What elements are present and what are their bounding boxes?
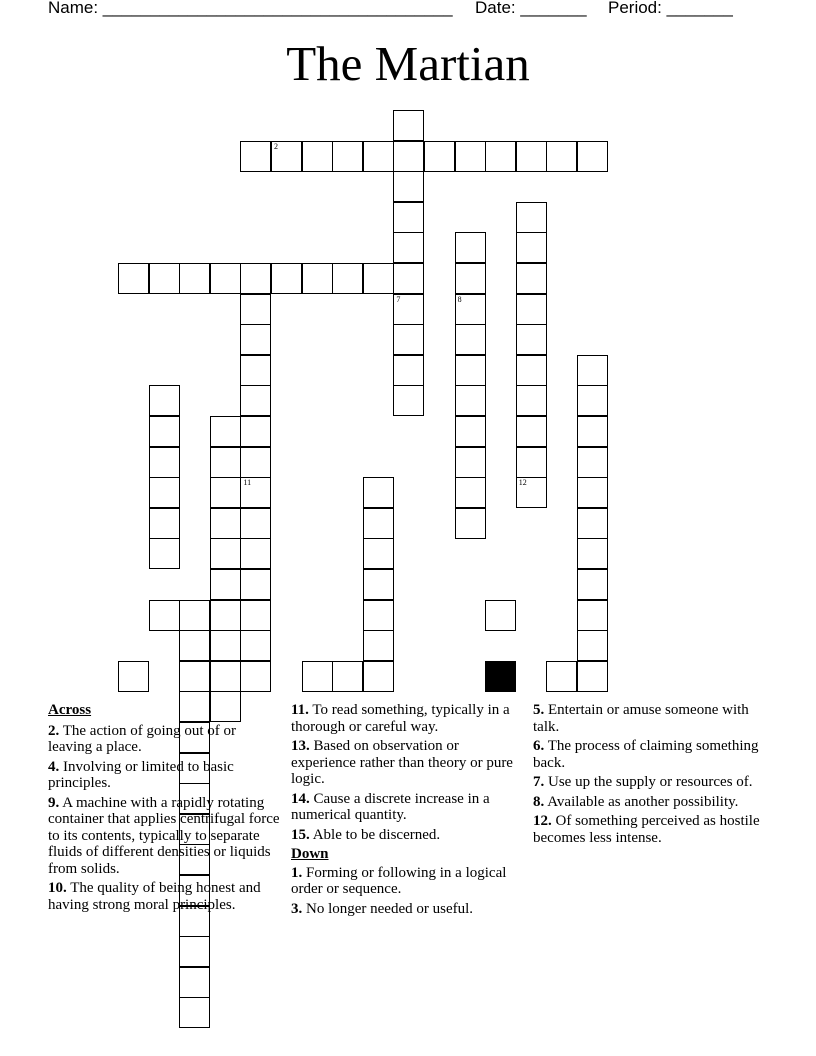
clue-down-6: 6. The process of claiming something back. — [533, 738, 759, 771]
grid-cell[interactable] — [302, 141, 333, 172]
grid-cell[interactable] — [149, 477, 180, 508]
grid-cell[interactable] — [393, 232, 424, 263]
grid-cell[interactable] — [516, 232, 547, 263]
period-field-label: Period: _______ — [608, 0, 733, 17]
grid-cell[interactable] — [424, 141, 455, 172]
grid-cell[interactable] — [516, 294, 547, 325]
down-heading: Down — [291, 846, 329, 862]
grid-cell[interactable] — [363, 508, 394, 539]
name-field-label: Name: _____________________________________ — [48, 0, 453, 17]
grid-cell[interactable] — [577, 538, 608, 569]
grid-cell[interactable] — [240, 416, 271, 447]
grid-cell[interactable] — [240, 355, 271, 386]
grid-cell[interactable] — [149, 416, 180, 447]
grid-cell[interactable] — [516, 385, 547, 416]
grid-cell[interactable] — [302, 661, 333, 692]
grid-cell[interactable] — [240, 385, 271, 416]
clue-across-10: 10. The quality of being honest and having strong moral principles. — [48, 880, 261, 913]
clue-down-12: 12. Of something perceived as hostile becomes less intense. — [533, 813, 760, 846]
grid-cell[interactable] — [393, 263, 424, 294]
clue-number: 2 — [274, 141, 278, 151]
grid-cell[interactable] — [363, 630, 394, 661]
clue-number: 8 — [457, 294, 462, 304]
grid-cell[interactable] — [302, 263, 333, 294]
grid-cell[interactable] — [577, 508, 608, 539]
grid-cell[interactable] — [455, 232, 486, 263]
grid-cell[interactable] — [363, 569, 394, 600]
clue-down-8: 8. Available as another possibility. — [533, 793, 739, 810]
clue-across-9: 9. A machine with a rapidly rotating container that applies centrifugal force to its contents, typically to separate fluids of different densities or liquids from solids. — [48, 794, 280, 877]
grid-cell[interactable] — [179, 936, 210, 967]
page-title: The Martian — [286, 36, 530, 91]
grid-cell[interactable] — [577, 447, 608, 478]
grid-cell[interactable] — [179, 661, 210, 692]
grid-cell[interactable] — [149, 385, 180, 416]
grid-cell[interactable] — [577, 600, 608, 631]
grid-cell[interactable] — [455, 447, 486, 478]
grid-cell[interactable] — [210, 508, 241, 539]
grid-cell[interactable] — [577, 477, 608, 508]
grid-cell[interactable] — [393, 385, 424, 416]
grid-cell[interactable] — [332, 263, 363, 294]
grid-cell[interactable] — [363, 477, 394, 508]
clue-number: 7 — [396, 294, 401, 304]
grid-cell[interactable] — [271, 141, 302, 172]
clue-down-3: 3. No longer needed or useful. — [291, 900, 474, 917]
grid-cell[interactable] — [577, 355, 608, 386]
grid-cell[interactable] — [240, 508, 271, 539]
grid-cell[interactable] — [455, 416, 486, 447]
grid-cell[interactable] — [179, 630, 210, 661]
grid-cell[interactable] — [240, 569, 271, 600]
grid-cell[interactable] — [516, 416, 547, 447]
grid-cell[interactable] — [332, 141, 363, 172]
grid-cell[interactable] — [240, 661, 271, 692]
grid-cell[interactable] — [149, 447, 180, 478]
grid-cell[interactable] — [516, 324, 547, 355]
grid-cell[interactable] — [516, 141, 547, 172]
clue-across-14: 14. Cause a discrete increase in a numerical quantity. — [291, 790, 490, 823]
clue-column-3 — [533, 702, 763, 849]
grid-cell[interactable] — [240, 477, 271, 508]
grid-cell[interactable] — [240, 538, 271, 569]
grid-cell[interactable] — [516, 355, 547, 386]
grid-cell[interactable] — [455, 477, 486, 508]
across-heading: Across — [48, 702, 92, 718]
grid-cell[interactable] — [546, 661, 577, 692]
grid-cell[interactable] — [516, 202, 547, 233]
grid-cell[interactable] — [179, 997, 210, 1028]
grid-cell[interactable] — [393, 141, 424, 172]
grid-cell[interactable] — [210, 569, 241, 600]
grid-cell[interactable] — [516, 263, 547, 294]
grid-cell[interactable] — [455, 385, 486, 416]
grid-cell[interactable] — [577, 416, 608, 447]
clue-number: 12 — [518, 478, 527, 488]
grid-cell[interactable] — [118, 263, 149, 294]
grid-cell[interactable] — [393, 110, 424, 141]
grid-cell[interactable] — [577, 630, 608, 661]
grid-cell[interactable] — [485, 600, 516, 631]
grid-cell[interactable] — [210, 263, 241, 294]
grid-cell[interactable] — [240, 447, 271, 478]
grid-cell[interactable] — [363, 600, 394, 631]
grid-cell[interactable] — [210, 661, 241, 692]
grid-cell[interactable] — [118, 661, 149, 692]
grid-cell[interactable] — [455, 355, 486, 386]
grid-cell[interactable] — [240, 141, 271, 172]
grid-cell[interactable] — [210, 630, 241, 661]
grid-cell[interactable] — [363, 538, 394, 569]
grid-cell[interactable] — [210, 416, 241, 447]
clue-across-11: 11. To read something, typically in a thorough or careful way. — [291, 702, 510, 735]
clue-across-13: 13. Based on observation or experience rather than theory or pure logic. — [291, 738, 513, 787]
clue-down-5: 5. Entertain or amuse someone with talk. — [533, 702, 749, 735]
clue-down-1: 1. Forming or following in a logical order or sequence. — [291, 864, 507, 897]
grid-cell[interactable] — [332, 661, 363, 692]
grid-cell[interactable] — [271, 263, 302, 294]
grid-cell[interactable] — [240, 600, 271, 631]
grid-cell[interactable] — [516, 477, 547, 508]
grid-cell[interactable] — [455, 141, 486, 172]
grid-cell[interactable] — [393, 294, 424, 325]
grid-cell[interactable] — [240, 324, 271, 355]
clue-number: 11 — [243, 478, 252, 488]
grid-cell[interactable] — [210, 477, 241, 508]
clue-across-2: 2. The action of going out of or leaving a place. — [48, 722, 237, 755]
grid-cell[interactable] — [210, 447, 241, 478]
grid-cell[interactable] — [240, 294, 271, 325]
grid-cell[interactable] — [393, 171, 424, 202]
grid-cell[interactable] — [393, 324, 424, 355]
clue-column-1 — [48, 702, 280, 916]
grid-cell[interactable] — [577, 569, 608, 600]
date-field-label: Date: _______ — [475, 0, 587, 17]
grid-cell[interactable] — [240, 263, 271, 294]
clue-across-15: 15. Able to be discerned. — [291, 826, 441, 843]
clue-column-2 — [291, 702, 521, 920]
grid-cell[interactable] — [455, 324, 486, 355]
grid-cell[interactable] — [363, 263, 394, 294]
grid-cell[interactable] — [149, 263, 180, 294]
grid-cell[interactable] — [577, 385, 608, 416]
grid-cell[interactable] — [179, 600, 210, 631]
grid-cell[interactable] — [149, 508, 180, 539]
clue-across-4: 4. Involving or limited to basic principles. — [48, 758, 234, 791]
grid-cell[interactable] — [363, 661, 394, 692]
grid-cell[interactable] — [577, 141, 608, 172]
grid-cell[interactable] — [149, 600, 180, 631]
grid-cell[interactable] — [393, 355, 424, 386]
grid-cell[interactable] — [516, 447, 547, 478]
grid-cell[interactable] — [210, 538, 241, 569]
grid-cell[interactable] — [577, 661, 608, 692]
grid-cell[interactable] — [455, 508, 486, 539]
grid-cell[interactable] — [149, 538, 180, 569]
grid-cell[interactable] — [485, 141, 516, 172]
grid-cell[interactable] — [455, 294, 486, 325]
grid-cell[interactable] — [179, 967, 210, 998]
grid-cell[interactable] — [210, 600, 241, 631]
grid-cell[interactable] — [240, 630, 271, 661]
grid-cell[interactable] — [363, 141, 394, 172]
clue-down-7: 7. Use up the supply or resources of. — [533, 774, 753, 790]
grid-cell[interactable] — [393, 202, 424, 233]
blocked-cell — [485, 661, 516, 692]
grid-cell[interactable] — [546, 141, 577, 172]
grid-cell[interactable] — [455, 263, 486, 294]
grid-cell[interactable] — [179, 263, 210, 294]
